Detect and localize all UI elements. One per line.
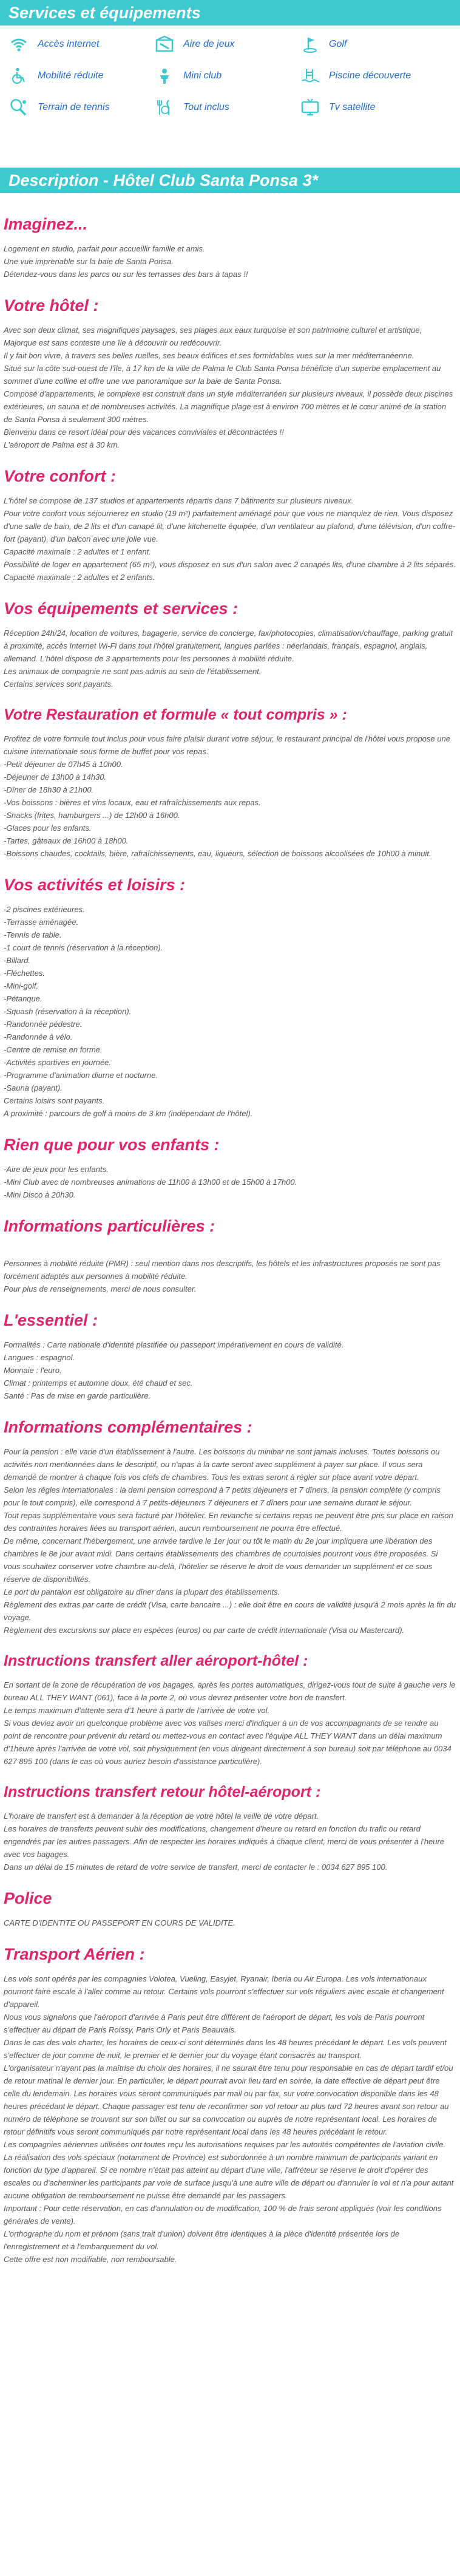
playground-icon bbox=[154, 34, 175, 55]
service-label: Piscine découverte bbox=[329, 70, 411, 81]
service-label: Aire de jeux bbox=[183, 39, 235, 49]
golf-icon bbox=[300, 34, 320, 55]
service-label: Accès internet bbox=[38, 39, 100, 49]
description-section bbox=[4, 467, 456, 584]
section-text: Réception 24h/24, location de voitures, bagagerie, service de concierge, fax/photocopies, climatisation/chauffage, parking gratuit à proximité, accès Internet Wi-Fi dans tout l'hôtel gratuitement, langues parlées : néerlandais, français, espagnol, anglais, allemand. L'hôtel dispose de 3 appartements pour les personnes à mobilité réduite. Les animaux de compagnie ne sont pas admis au sein de l'établissement. Certains services sont payants. bbox=[4, 629, 453, 689]
section-text: Personnes à mobilité réduite (PMR) : seul mention dans nos descriptifs, les hôtels et les infrastructures proposés ne sont pas forcément adaptés aux personnes à mobilité réduite. Pour plus de renseignements, merci de nous consulter. bbox=[4, 1259, 441, 1293]
mini-club-icon bbox=[154, 66, 175, 86]
section-heading: Informations particulières : bbox=[4, 1217, 215, 1235]
all-inclusive-icon bbox=[154, 97, 175, 118]
section-text: L'hôtel se compose de 137 studios et appartements répartis dans 7 bâtiments sur plusieurs niveaux. Pour votre confort vous séjournerez en studio (19 m²) parfaitement aménagé pour que vous ne manquiez de rien. Vous disposez d'une salle de bain, de 2 lits et d'un canapé lit, d'une kitchenette équipée, d'un ventilateur au plafond, d'une télévision, d'un coffre-fort (payant), d'un balcon avec une jolie vue. Capacité maximale : 2 adultes et 1 enfant. Possibilité de loger en appartement (65 m²), vous disposez en sus d'un salon avec 2 canapés lits, d'une chambre à 2 lits séparés. Capacité maximale : 2 adultes et 2 enfants. bbox=[4, 496, 456, 582]
section-text: -2 piscines extérieures. -Terrasse aménagée. -Tennis de table. -1 court de tennis (réservation à la réception). -Billard. -Fléchettes. -Mini-golf. -Pétanque. -Squash (réservation à la réception). -Randonnée pédestre. -Randonnée à vélo. -Centre de remise en forme. -Activités sportives en journée. -Programme d'animation diurne et nocturne. -Sauna (payant). Certains loisirs sont payants. A proximité : parcours de golf à moins de 3 km (indépendant de l'hôtel). bbox=[4, 905, 253, 1118]
section-text: Pour la pension : elle varie d'un établissement à l'autre. Les boissons du minibar ne sont jamais incluses. Toutes boissons ou activités non mentionnées dans le descriptif, ou n'apas à la carte seront avec supplément à payer sur place. Il vous sera demandé de montrer à chaque fois vos clefs de chambres. Tous les extras seront à régler sur place avant votre départ. Selon les règles internationales : la demi pension correspond à 7 petits déjeuners et 7 dîners, la pension complète (y compris pour le tout compris), elle correspond à 7 petits-déjeuners 7 déjeuners et 7 dîners pour une semaine durant le séjour. Tout repas supplémentaire vous sera facturé par l'hôtelier. En revanche si certains repas ne peuvent être pris sur place en raison des contraintes horaires liées au transport aérien, aucun remboursement ne pourra être effectué. De même, concernant l'hébergement, une arrivée tardive le 1er jour ou tôt le matin du 2e jour impliquera une libération des chambres le 8e jour avant midi. Dans certains établissements des chambres de courtoisies pourront vous être proposées. Si vous souhaitez conserver votre chambre au-delà, l'hôtelier se réserve le droit de vous demander un supplément et ce sous réserve de disponibilités. Le port du pantalon est obligatoire au dîner dans la plupart des établissements. Règlement des extras par carte de crédit (Visa, carte bancaire ...) : elle doit être en cours de validité jusqu'à 2 mois après la fin du voyage. Règlement des excursions sur place en espèces (euros) ou par carte de crédit internationale (Visa ou Mastercard). bbox=[4, 1447, 456, 1635]
section-heading: Transport Aérien : bbox=[4, 1945, 145, 1963]
section-heading: Vos activités et loisirs : bbox=[4, 876, 186, 894]
section-text: Logement en studio, parfait pour accueillir famille et amis. Une vue imprenable sur la baie de Santa Ponsa. Détendez-vous dans les parcs ou sur les terrasses des bars à tapas !! bbox=[4, 244, 248, 279]
description-section bbox=[4, 296, 456, 451]
description-section bbox=[4, 1889, 456, 1929]
section-heading: Rien que pour vos enfants : bbox=[4, 1136, 220, 1154]
description-section bbox=[4, 1217, 456, 1295]
description-section bbox=[4, 1311, 456, 1402]
section-heading: Votre hôtel : bbox=[4, 296, 99, 315]
service-item bbox=[154, 32, 300, 57]
service-label: Mobilité réduite bbox=[38, 70, 104, 81]
section-heading: Instructions transfert retour hôtel-aéroport : bbox=[4, 1784, 321, 1801]
pool-icon bbox=[300, 66, 320, 86]
service-item bbox=[300, 63, 445, 89]
tennis-icon bbox=[8, 97, 29, 118]
description-section bbox=[4, 876, 456, 1120]
wheelchair-icon bbox=[8, 66, 29, 86]
section-text: L'horaire de transfert est à demander à la réception de votre hôtel la veille de votre départ. Les horaires de transferts peuvent subir des modifications, changement d'heure ou retard en fonction du trafic ou retard engendrés par les autres passagers. Afin de respecter les horaires indiqués à chaque client, merci de vous présenter à l'heure avec vos bagages. Dans un délai de 15 minutes de retard de votre service de transfert, merci de contacter le : 0034 627 895 100. bbox=[4, 1811, 445, 1872]
section-text: Les vols sont opérés par les compagnies Volotea, Vueling, Easyjet, Ryanair, Iberia ou Air Europa. Les vols internationaux pourront faire escale à l'aller comme au retour. Certains vols pourront s'effectuer sur vols réguliers avec escale et changement d'appareil. Nous vous signalons que l'aéroport d'arrivée à Paris peut être différent de l'aéroport de départ, les vols de Paris pourront s'effectuer au départ de Paris Roissy, Paris Orly et Paris Beauvais. Dans le cas des vols charter, les horaires de ceux-ci sont déterminés dans les 48 heures précédant le départ. Les vols peuvent s'effectuer de jour comme de nuit, le premier et le dernier jour du voyage étant consacrés au transport. L'organisateur n'ayant pas la maîtrise du choix des horaires, il ne saurait être tenu pour responsable en cas de départ tardif et/ou de retour matinal le dernier jour. En particulier, le départ pourrait avoir lieu tard en soirée, la date effective de départ peut être celle du lendemain. Les horaires vous seront communiqués par mail ou par fax, sur votre convocation disponible dans les 48 heures précédant le départ. Chaque passager est tenu de reconfirmer son vol retour au plus tard 72 heures avant son retour au numéro de téléphone se trouvant sur son billet ou sur sa convocation ou auprès de notre représentant local. Les horaires de retour définitifs vous seront communiqués par notre représentant local dans les 48 heures précédant le retour. Les compagnies aériennes utilisées ont toutes reçu les autorisations requises par les autorités compétentes de l'aviation civile. La réalisation des vols spéciaux (notamment de Province) est subordonnée à un nombre minimum de participants variant en fonction du type d'appareil. Si ce nombre n'était pas atteint au départ d'une ville, l'affréteur se réserve le droit d'opérer des escales ou d'acheminer les participants par voie de surface jusqu'à une autre ville de départ ou d'annuler le vol et n'a pour autant aucune obligation de remboursement ne puisse être demandé par les passagers. Important : Pour cette réservation, en cas d'annulation ou de modification, 100 % de frais seront appliqués (voir les conditions générales de vente). L'orthographe du nom et prénom (sans trait d'union) doivent être identiques à la pièce d'identité présentée lors de l'enregistrement et à l'embarquement du vol. Cette offre est non modifiable, non remboursable. bbox=[4, 1974, 454, 2264]
description-section bbox=[4, 1136, 456, 1201]
description-section bbox=[4, 1652, 456, 1768]
section-heading: Imaginez... bbox=[4, 215, 88, 233]
services-grid bbox=[0, 26, 460, 132]
section-text: Formalités : Carte nationale d'identité plastifiée ou passeport impérativement en cours de validité. Langues : espagnol. Monnaie : l'euro. Climat : printemps et automne doux, été chaud et sec. Santé : Pas de mise en garde particulière. bbox=[4, 1340, 344, 1400]
section-text: En sortant de la zone de récupération de vos bagages, après les portes automatiques, dirigez-vous tout de suite à gauche vers le bureau ALL THEY WANT (061), face à la porte 2, où vous devrez présenter votre bon de transfert. Le temps maximum d'attente sera d'1 heure à partir de l'arrivée de votre vol. Si vous deviez avoir un quelconque problème avec vos valises merci d'indiquer à un de vos accompagnants de se rendre au point de rencontre pour prévenir du retard ou mettez-vous en contact avec l'équipe ALL THEY WANT dans un délai maximum d'1heure après l'arrivée de votre vol, soit physiquement (en vous dirigeant directement à son bureau) soit par téléphone au 0034 627 895 100 (dans le cas où vous auriez besoin d'assistance particulière). bbox=[4, 1680, 456, 1766]
services-header: Services et équipements bbox=[0, 0, 460, 26]
description-section bbox=[4, 215, 456, 281]
description-section bbox=[4, 706, 456, 860]
service-label: Tout inclus bbox=[183, 102, 229, 112]
section-heading: Instructions transfert aller aéroport-hôtel : bbox=[4, 1652, 308, 1669]
service-label: Tv satellite bbox=[329, 102, 376, 112]
service-item bbox=[154, 63, 300, 89]
section-heading: Police bbox=[4, 1889, 52, 1907]
service-item bbox=[300, 95, 445, 120]
description-header: Description - Hôtel Club Santa Ponsa 3* bbox=[0, 168, 460, 193]
service-label: Terrain de tennis bbox=[38, 102, 110, 112]
service-label: Golf bbox=[329, 39, 347, 49]
service-item bbox=[154, 95, 300, 120]
service-item bbox=[8, 95, 154, 120]
section-text: Profitez de votre formule tout inclus pour vous faire plaisir durant votre séjour, le restaurant principal de l'hôtel vous propose une cuisine internationale sous forme de buffet pour vos repas. -Petit déjeuner de 07h45 à 10h00. -Déjeuner de 13h00 à 14h30. -Dîner de 18h30 à 21h00. -Vos boissons : bières et vins locaux, eau et rafraîchissements aux repas. -Snacks (frites, hamburgers ...) de 12h00 à 16h00. -Glaces pour les enfants. -Tartes, gâteaux de 16h00 à 18h00. -Boissons chaudes, cocktails, bière, rafraîchissements, eau, liqueurs, sélection de boissons alcoolisées de 10h00 à minuit. bbox=[4, 734, 450, 858]
description-section bbox=[4, 1784, 456, 1873]
service-item bbox=[8, 32, 154, 57]
description-section bbox=[4, 599, 456, 690]
tv-icon bbox=[300, 97, 320, 118]
section-heading: Informations complémentaires : bbox=[4, 1418, 252, 1436]
description-section bbox=[4, 1418, 456, 1637]
section-text: CARTE D'IDENTITE OU PASSEPORT EN COURS DE VALIDITE. bbox=[4, 1918, 235, 1927]
section-heading: L'essentiel : bbox=[4, 1311, 98, 1329]
section-heading: Votre Restauration et formule « tout compris » : bbox=[4, 706, 347, 723]
description-content bbox=[0, 193, 460, 2266]
service-item bbox=[8, 63, 154, 89]
section-heading: Votre confort : bbox=[4, 467, 116, 485]
description-section bbox=[4, 1945, 456, 2266]
service-item bbox=[300, 32, 445, 57]
wifi-icon bbox=[8, 34, 29, 55]
section-text: Avec son deux climat, ses magnifiques paysages, ses plages aux eaux turquoise et son patrimoine culturel et artistique, Majorque est sans conteste une île à découvrir ou redécouvrir. Il y fait bon vivre, à travers ses belles ruelles, ses beaux édifices et ses formidables vues sur la mer méditerranéenne. Situé sur la côte sud-ouest de l'île, à 17 km de la ville de Palma le Club Santa Ponsa bénéficie d'un superbe emplacement au sommet d'une colline et offre une vue panoramique sur la baie de Santa Ponsa. Composé d'appartements, le complexe est construit dans un style méditerranéen sur plusieurs niveaux, il possède deux piscines extérieures, un sauna et de nombreuses activités. La magnifique plage est à environ 700 mètres et le cœur animé de la station de Santa Ponsa à seulement 300 mètres. Bienvenu dans ce resort idéal pour des vacances conviviales et décontractées !! L'aéroport de Palma est à 30 km. bbox=[4, 325, 453, 449]
section-text: -Aire de jeux pour les enfants. -Mini Club avec de nombreuses animations de 11h00 à 13h00 et de 15h00 à 17h00. -Mini Disco à 20h30. bbox=[4, 1165, 297, 1199]
section-heading: Vos équipements et services : bbox=[4, 599, 238, 618]
service-label: Mini club bbox=[183, 70, 222, 81]
